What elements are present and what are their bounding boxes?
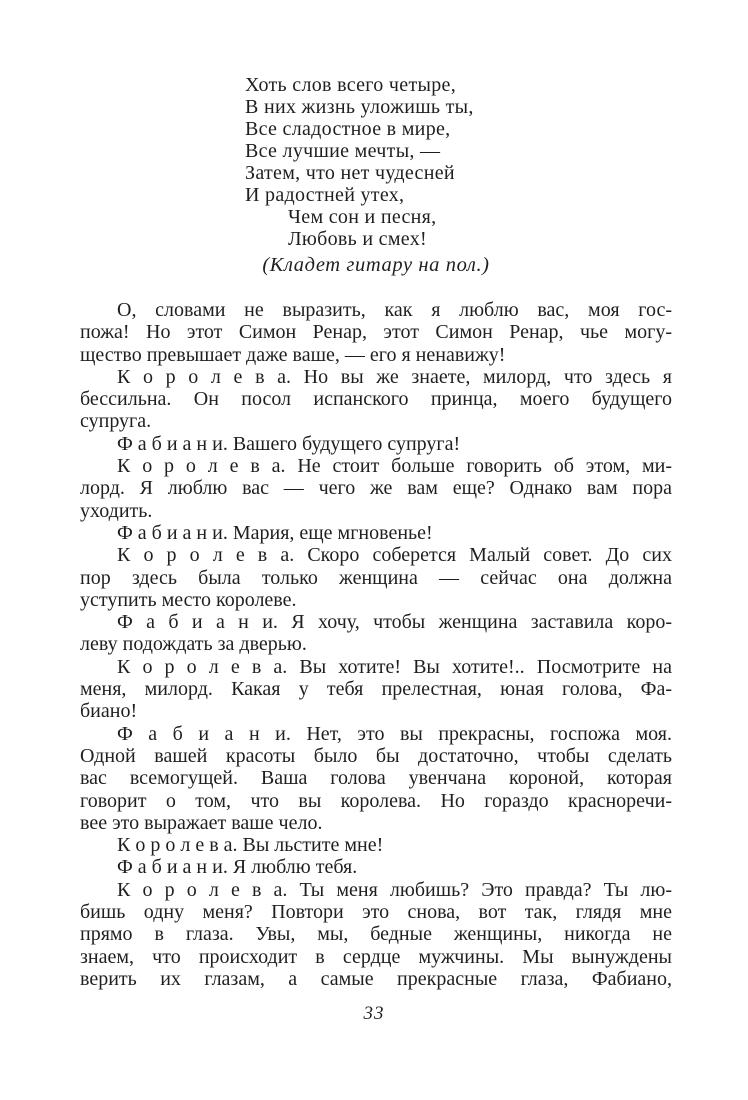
dialogue-line: бишь одну меня? Повтори это снова, вот так, глядя мне	[80, 901, 672, 924]
dialogue-line: меня, милорд. Какая у тебя прелестная, юная голова, Фа-	[80, 678, 672, 701]
dialogue-line: леву подождать за дверью.	[80, 633, 307, 656]
dialogue-line: верить их глазам, а самые прекрасные глаза, Фабиано,	[80, 967, 672, 990]
dialogue-line: пор здесь была только женщина — сейчас она должна	[80, 566, 672, 589]
dialogue-line: Ф а б и а н и. Вашего будущего супруга!	[117, 432, 461, 455]
dialogue-line: К о р о л е в а. Ты меня любишь? Это правда? Ты лю-	[117, 878, 672, 901]
dialogue-line: О, словами не выразить, как я люблю вас, моя гос-	[117, 299, 672, 321]
dialogue-line: биано!	[80, 700, 138, 723]
poem-line: Все лучшие мечты, —	[245, 140, 441, 162]
dialogue-line: Ф а б и а н и. Я люблю тебя.	[117, 856, 358, 879]
dialogue-line: супруга.	[80, 410, 152, 433]
dialogue-line: знаем, что происходит в сердце мужчины. Мы вынуждены	[80, 945, 672, 968]
dialogue-line: уступить место королеве.	[80, 588, 297, 611]
dialogue-line: вас всемогущей. Ваша голова увенчана короной, которая	[80, 767, 672, 790]
dialogue-line: вее это выражает ваше чело.	[80, 811, 323, 834]
poem-line: Любовь и смех!	[288, 228, 427, 250]
dialogue-line: пожа! Но этот Симон Ренар, этот Симон Ренар, чье могу-	[80, 321, 672, 344]
poem-line: Чем сон и песня,	[288, 206, 437, 228]
dialogue-line: Одной вашей красоты было бы достаточно, чтобы сделать	[80, 744, 672, 767]
dialogue-line: К о р о л е в а. Не стоит больше говорить об этом, ми-	[117, 455, 672, 478]
dialogue-line: прямо в глаза. Увы, мы, бедные женщины, никогда не	[80, 923, 672, 946]
dialogue-line: К о р о л е в а. Вы хотите! Вы хотите!.. Посмотрите на	[117, 655, 672, 678]
poem-line: Все сладостное в мире,	[245, 118, 451, 140]
dialogue-line: Ф а б и а н и. Нет, это вы прекрасны, госпожа моя.	[117, 722, 672, 745]
dialogue	[80, 299, 672, 990]
poem-line: Хоть слов всего четыре,	[245, 74, 457, 96]
dialogue-line: щество превышает даже ваше, — его я ненавижу!	[80, 343, 506, 366]
dialogue-line: Ф а б и а н и. Я хочу, чтобы женщина заставила коро-	[117, 611, 672, 634]
dialogue-line: К о р о л е в а. Скоро соберется Малый совет. До сих	[117, 544, 672, 567]
poem-line: В них жизнь уложишь ты,	[245, 96, 474, 118]
dialogue-line: К о р о л е в а. Но вы же знаете, милорд, что здесь я	[117, 365, 672, 388]
dialogue-line: бессильна. Он посол испанского принца, моего будущего	[80, 388, 672, 411]
dialogue-line: лорд. Я люблю вас — чего же вам еще? Однако вам пора	[80, 477, 672, 500]
page-number: 33	[363, 1003, 385, 1024]
dialogue-line: Ф а б и а н и. Мария, еще мгновенье!	[117, 521, 433, 544]
dialogue-line: уходить.	[80, 499, 153, 522]
stage-direction: (Кладет гитару на пол.)	[262, 254, 490, 276]
poem-line: Затем, что нет чудесней	[245, 162, 455, 184]
poem	[245, 74, 474, 250]
poem-line: И радостней утех,	[245, 184, 405, 206]
dialogue-line: говорит о том, что вы королева. Но гораздо красноречи-	[80, 789, 672, 812]
dialogue-line: К о р о л е в а. Вы льстите мне!	[117, 834, 384, 857]
